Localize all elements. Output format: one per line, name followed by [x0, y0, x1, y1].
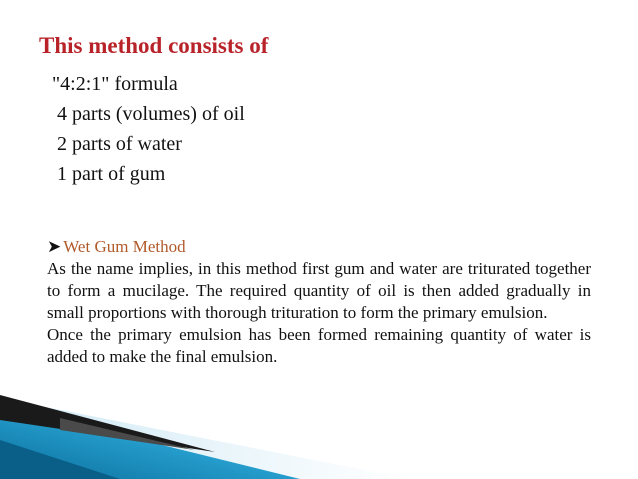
formula-item-water: 2 parts of water [57, 133, 182, 155]
formula-item-oil: 4 parts (volumes) of oil [57, 103, 245, 125]
formula-list [52, 69, 245, 189]
arrow-bullet-icon: ➤ [47, 237, 62, 256]
paragraph-method-description: As the name implies, in this method first gum and water are triturated together to form a mucilage. The required quantity of oil is then added gradually in small proportions with thorough trituration to form the primary emulsion. [47, 259, 591, 322]
wet-gum-section [47, 236, 591, 368]
slide-title: This method consists of [39, 33, 269, 58]
section-subheading [47, 236, 591, 258]
paragraph-final-emulsion: Once the primary emulsion has been formed remaining quantity of water is added to make the final emulsion. [47, 325, 591, 366]
subheading-text: Wet Gum Method [63, 237, 186, 256]
formula-item-gum: 1 part of gum [57, 163, 166, 185]
formula-item-ratio: "4:2:1" formula [52, 73, 178, 95]
